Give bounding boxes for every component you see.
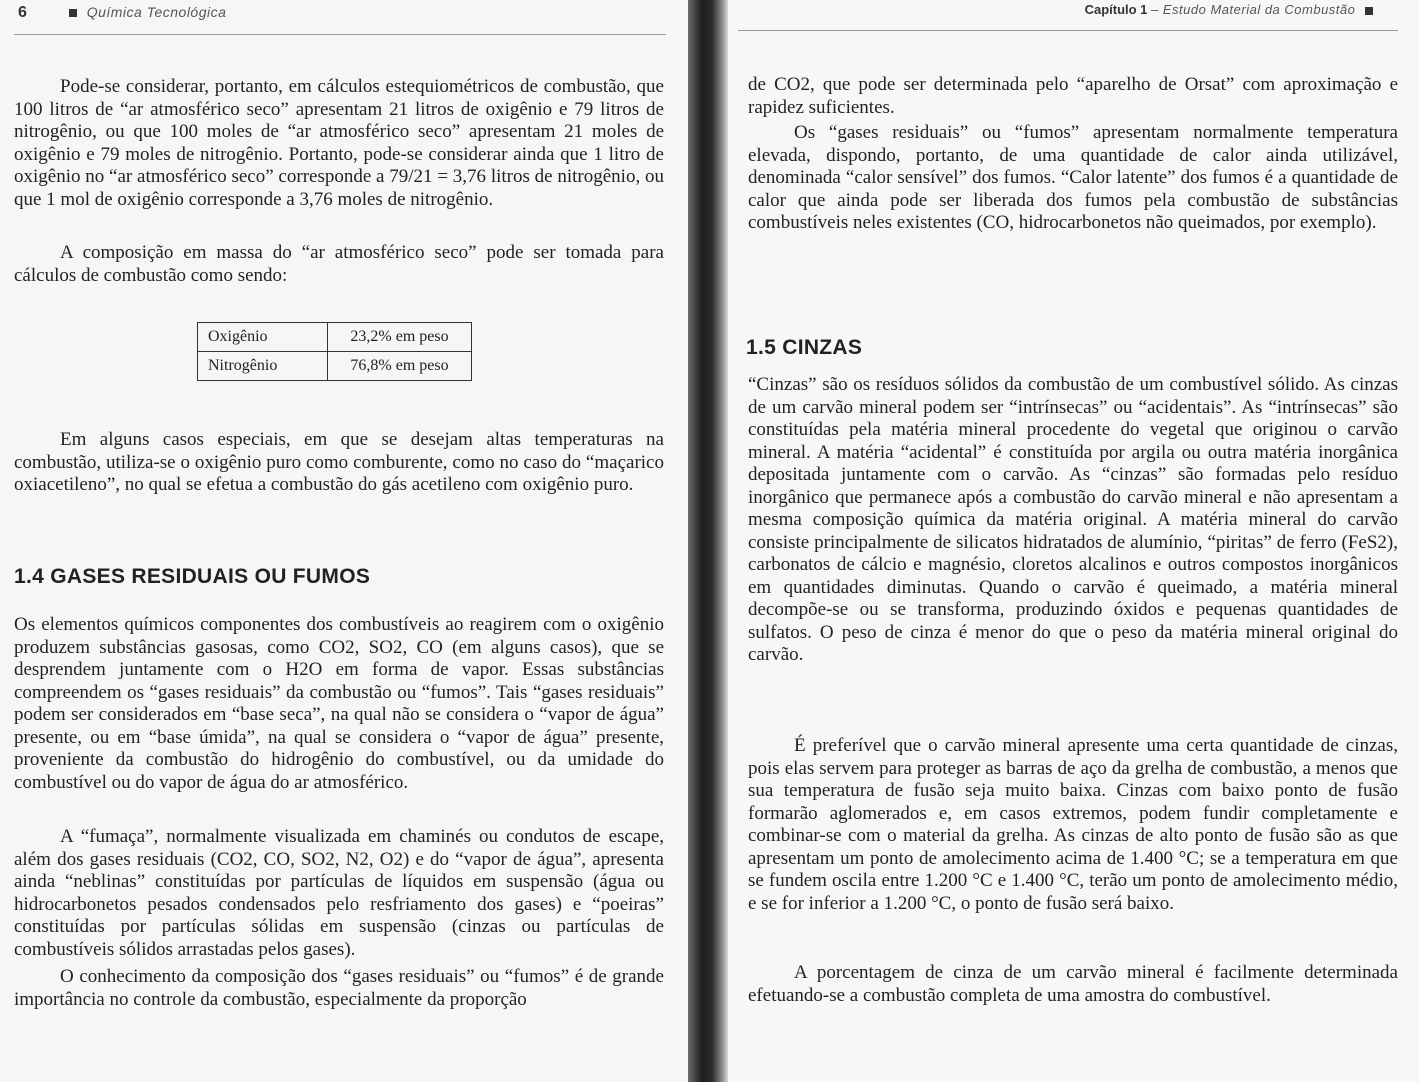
bullet-square-icon (1365, 7, 1373, 15)
table-cell-value: 76,8% em peso (328, 352, 472, 381)
table-cell-value: 23,2% em peso (328, 323, 472, 352)
paragraph-3: “Cinzas” são os resíduos sólidos da combustão de um combustível sólido. As cinzas de um carvão mineral podem ser “intrínsecas” ou “acidentais”. As “intrínsecas” são constituídas pela matéria mineral procedente do vegetal que originou o carvão mineral. A matéria “acidental” é constituída por argila ou outra matéria inorgânica depositada juntamente com o carvão. As “cinzas” são formadas pelo resíduo inorgânico que permanece após a combustão do carvão mineral e não apresentam a mesma composição química da matéria original. A matéria mineral do carvão consiste principalmente de silicatos hidratados de alumínio, “piritas” de ferro (FeS2), carbonatos de cálcio e magnésio, cloretos alcalinos e outros compostos inorgânicos em quantidades diminutas. Quando o carvão é queimado, a matéria mineral decompõe-se ou se transforma, produzindo óxidos e pequenas quantidades de sulfatos. O peso de cinza é menor do que o peso da matéria mineral original do carvão. (748, 374, 1398, 665)
paragraph-2: A composição em massa do “ar atmosférico seco” pode ser tomada para cálculos de combustão como sendo: (14, 242, 664, 286)
book-title: Química Tecnológica (86, 4, 227, 20)
right-page-header (1085, 2, 1379, 17)
header-rule (738, 30, 1398, 31)
paragraph-2: Os “gases residuais” ou “fumos” apresentam normalmente temperatura elevada, dispondo, portanto, de uma quantidade de calor ainda utilizável, denominada “calor sensível” dos fumos. “Calor latente” dos fumos é a quantidade de calor que ainda pode ser liberada dos fumos pela combustão de substâncias combustíveis neles existentes (CO, hidrocarbonetos não queimados, por exemplo). (748, 122, 1398, 233)
paragraph-5: A “fumaça”, normalmente visualizada em chaminés ou condutos de escape, além dos gases residuais (CO2, CO, SO2, N2, O2) e do “vapor de água”, apresenta ainda “neblinas” constituídas por partículas de líquidos em suspensão (água ou hidrocarbonetos pesados condensados pelo resfriamento dos gases) e “poeiras” constituídas por partículas sólidas em suspensão (cinzas ou partículas de combustíveis sólidos arrastadas pelos gases). (14, 826, 664, 960)
left-page-header (18, 4, 226, 22)
table-row (198, 352, 472, 381)
section-heading-1-5: 1.5 CINZAS (746, 336, 863, 359)
paragraph-4: É preferível que o carvão mineral apresente uma certa quantidade de cinzas, pois elas servem para proteger as barras de aço da grelha de combustão, a menos que sua temperatura de fusão seja muito baixa. Cinzas com baixo ponto de fusão formarão aglomerados e, em casos extremos, podem fundir completamente e combinar-se com o material da grelha. As cinzas de alto ponto de fusão são as que apresentam um ponto de amolecimento acima de 1.400 °C; se a temperatura em que se fundem oscila entre 1.200 °C e 1.400 °C, terão um ponto de amolecimento médio, e se for inferior a 1.200 °C, o ponto de fusão será baixo. (748, 735, 1398, 914)
paragraph-6: O conhecimento da composição dos “gases residuais” ou “fumos” é de grande importância no controle da combustão, especialmente da proporção (14, 966, 664, 1010)
paragraph-5: A porcentagem de cinza de um carvão mineral é facilmente determinada efetuando-se a combustão completa de uma amostra do combustível. (748, 962, 1398, 1006)
right-page (728, 0, 1419, 1082)
bullet-square-icon (69, 9, 77, 17)
page-number: 6 (18, 4, 27, 21)
table-row (198, 323, 472, 352)
paragraph-4: Os elementos químicos componentes dos combustíveis ao reagirem com o oxigênio produzem substâncias gasosas, como CO2, SO2, CO (em alguns casos), que se desprendem juntamente com o H2O em forma de vapor. Essas substâncias compreendem os “gases residuais” da combustão ou “fumos”. Tais “gases residuais” podem ser considerados em “base seca”, na qual não se considera o “vapor de água” presente, ou em “base úmida”, na qual se considera o “vapor de água” presente, proveniente da combustão do hidrogênio do combustível, ou da umidade do combustível ou do vapor de água do ar atmosférico. (14, 614, 664, 793)
header-rule (14, 34, 666, 35)
section-heading-1-4: 1.4 GASES RESIDUAIS OU FUMOS (14, 565, 371, 588)
table-cell-gas: Nitrogênio (198, 352, 328, 381)
table-cell-gas: Oxigênio (198, 323, 328, 352)
book-gutter (688, 0, 728, 1082)
left-page (0, 0, 688, 1082)
air-composition-table (197, 322, 472, 381)
paragraph-1: de CO2, que pode ser determinada pelo “aparelho de Orsat” com aproximação e rapidez suficientes. (748, 74, 1398, 118)
paragraph-3: Em alguns casos especiais, em que se desejam altas temperaturas na combustão, utiliza-se o oxigênio puro como comburente, como no caso do “maçarico oxiacetileno”, no qual se efetua a combustão do gás acetileno com oxigênio puro. (14, 429, 664, 495)
paragraph-1: Pode-se considerar, portanto, em cálculos estequiométricos de combustão, que 100 litros de “ar atmosférico seco” apresentam 21 litros de oxigênio e 79 litros de nitrogênio, ou que 100 moles de “ar atmosférico seco” apresentam 21 moles de oxigênio e 79 moles de nitrogênio. Portanto, pode-se considerar ainda que 1 litro de oxigênio no “ar atmosférico seco” corresponde a 79/21 = 3,76 litros de nitrogênio, ou que 1 mol de oxigênio corresponde a 3,76 moles de nitrogênio. (14, 76, 664, 210)
chapter-label: Capítulo 1 (1084, 2, 1148, 17)
chapter-title: – Estudo Material da Combustão (1151, 2, 1356, 17)
